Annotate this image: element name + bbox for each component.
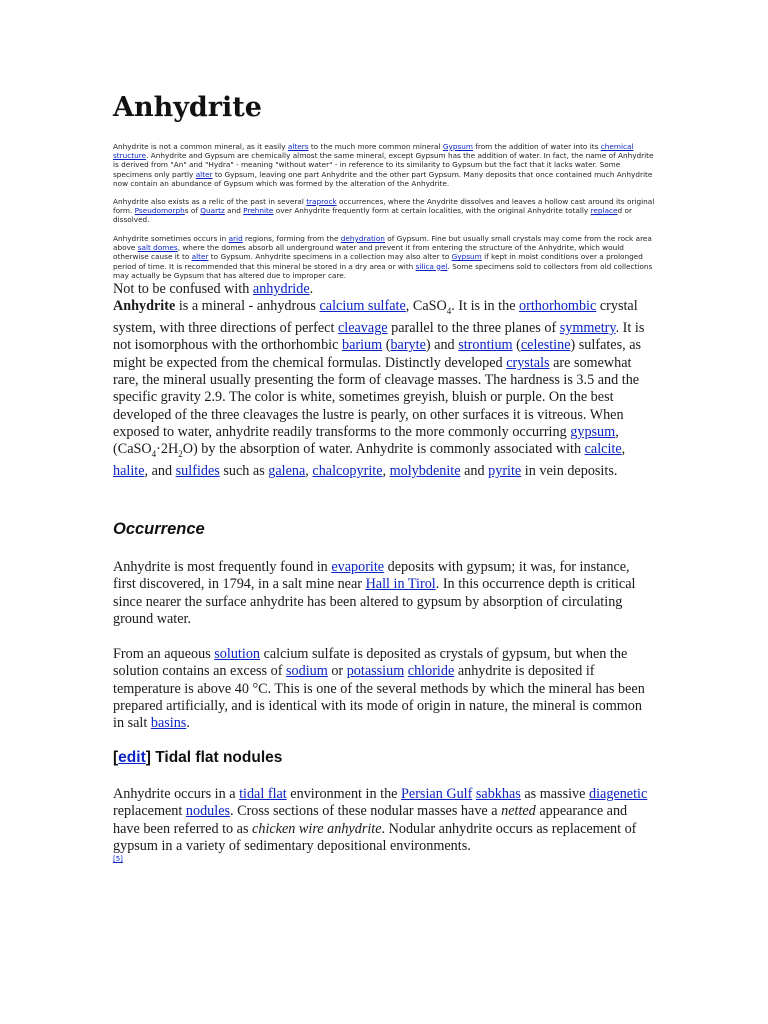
text-run: ) and xyxy=(425,337,459,354)
inline-link[interactable]: potassium xyxy=(346,663,405,680)
text-run: s of xyxy=(184,206,201,216)
text-run: netted xyxy=(501,803,536,820)
inline-link[interactable]: alters xyxy=(287,142,309,151)
intro-paragraph-3 xyxy=(113,234,658,280)
text-run: , xyxy=(621,441,626,458)
inline-link[interactable]: anhydride xyxy=(252,281,310,297)
inline-link[interactable]: galena xyxy=(268,463,306,480)
inline-link[interactable]: basins xyxy=(150,715,187,732)
text-run: , where the domes absorb all underground water and prevent it from entering the structure of the Anhydrite, which would otherwise cause it to xyxy=(113,243,624,262)
text-run: and xyxy=(224,206,244,216)
text-run: replacement xyxy=(113,803,186,820)
text-run: , (CaSO xyxy=(113,423,619,458)
inline-link[interactable]: molybdenite xyxy=(389,463,461,480)
tidal-heading-text: Tidal flat nodules xyxy=(150,749,283,766)
text-run: to Gypsum, leaving one part Anhydrite and the other part Gypsum. Many deposits that once contained much Anhydrite now contain an abundance of Gypsum which was formed by the alteration of the Anhydrite. xyxy=(113,169,653,188)
text-run: deposits with gypsum; it was, for instance, first discovered, in 1794, in a salt mine near xyxy=(113,559,630,593)
text-run: , xyxy=(382,463,390,480)
text-run: Anhydrite is not a common mineral, as it easily xyxy=(113,142,288,151)
inline-link[interactable]: sulfides xyxy=(175,463,220,480)
inline-link[interactable]: Hall in Tirol xyxy=(365,576,436,593)
text-run: appearance and have been referred to as xyxy=(113,803,628,837)
disambiguation-note xyxy=(113,281,653,298)
text-run: . Cross sections of these nodular masses have a xyxy=(230,803,502,820)
text-run: chicken wire anhydrite xyxy=(252,820,382,837)
inline-link[interactable]: Persian Gulf xyxy=(401,786,473,802)
text-run: occurrences, where the Anydrite dissolves and leaves a hollow cast around its original form. xyxy=(113,197,655,216)
text-run: crystal system, with three directions of perfect xyxy=(113,298,638,337)
text-run: . xyxy=(186,715,190,732)
inline-link[interactable]: Quartz xyxy=(200,206,225,216)
inline-link[interactable]: replace xyxy=(590,206,618,216)
inline-link[interactable]: alter xyxy=(191,252,209,262)
text-run: in vein deposits. xyxy=(521,463,618,480)
text-run: d or dissolved. xyxy=(113,206,632,225)
text-run: ( xyxy=(512,337,521,354)
text-run: or xyxy=(327,663,347,680)
text-run: as massive xyxy=(520,786,589,802)
text-run: . Some specimens sold to collectors from old collections may actually be Gypsum that has altered due to improper care. xyxy=(113,261,653,280)
text-run: ) sulfates, as might be expected from the chemical formulas. Distinctly developed xyxy=(113,337,642,371)
inline-link[interactable]: halite xyxy=(113,463,145,480)
text-run: Anhydrite xyxy=(113,298,176,314)
inline-link[interactable]: pyrite xyxy=(488,463,522,480)
text-run: environment in the xyxy=(286,786,402,802)
text-run: . Anhydrite and Gypsum are chemically almost the same mineral, except Gypsum has the addition of water. In fact, the name of Anhydrite is derived from "An" and "Hydra" - meaning "without water" - in reference to its similarity to Gypsum but the fact that it lacks water. Some specimens only partly xyxy=(113,151,654,179)
inline-link[interactable]: evaporite xyxy=(331,559,385,575)
page-title: Anhydrite xyxy=(113,92,262,123)
occurrence-paragraph-1 xyxy=(113,559,653,628)
inline-link[interactable]: celestine xyxy=(520,337,571,354)
edit-link[interactable]: edit xyxy=(118,749,146,766)
edit-bracket-close: ] xyxy=(145,749,151,766)
inline-link[interactable]: cleavage xyxy=(337,320,388,337)
text-run: . Nodular anhydrite occurs as replacement of gypsum in a variety of sedimentary depositional environments. xyxy=(113,820,637,854)
inline-link[interactable]: Pseudomorph xyxy=(134,206,185,216)
text-run: Anhydrite sometimes occurs in xyxy=(113,234,229,243)
inline-link[interactable]: silica gel xyxy=(415,261,448,271)
inline-link[interactable]: crystals xyxy=(506,354,550,371)
text-run: Anhydrite also exists as a relic of the past in several xyxy=(113,197,307,206)
intro-paragraph-1 xyxy=(113,142,658,188)
tidal-flat-heading xyxy=(113,749,282,767)
inline-link[interactable]: arid xyxy=(228,234,243,243)
inline-link[interactable]: Gypsum xyxy=(442,142,473,151)
text-run: Not to be confused with xyxy=(113,281,253,297)
inline-link[interactable]: gypsum xyxy=(570,423,616,440)
text-run: . It is not isomorphous with the orthorhombic xyxy=(113,320,645,354)
text-run: From an aqueous xyxy=(113,646,215,662)
inline-link[interactable]: chalcopyrite xyxy=(312,463,383,480)
inline-link[interactable]: traprock xyxy=(306,197,337,206)
edit-bracket-open: [ xyxy=(113,749,119,766)
text-run: parallel to the three planes of xyxy=(387,320,560,337)
inline-link[interactable]: barium xyxy=(341,337,383,354)
text-run: . In this occurrence depth is critical since nearer the surface anhydrite has been altered to gypsum by absorption of circulating ground water. xyxy=(113,576,636,627)
inline-link[interactable]: sabkhas xyxy=(475,786,521,802)
inline-link[interactable]: orthorhombic xyxy=(519,298,597,314)
text-run: of Gypsum. Fine but usually small crystals may come from the rock area above xyxy=(113,234,652,253)
inline-link[interactable]: chloride xyxy=(407,663,455,680)
inline-link[interactable]: chemical structure xyxy=(113,142,634,161)
text-run: over Anhydrite frequently form at certain localities, with the original Anhydrite totally xyxy=(273,206,591,216)
inline-link[interactable]: alter xyxy=(195,169,213,179)
inline-link[interactable]: tidal flat xyxy=(239,786,287,802)
inline-link[interactable]: symmetry xyxy=(559,320,616,337)
text-run: are somewhat rare, the mineral usually presenting the form of cleavage masses. The hardness is 3.5 and the specific gravity 2.9. The color is white, sometimes greyish, bluish or purple. On the best developed of the three cleavages the lustre is pearly, on other surfaces it is vitreous. When exposed to water, anhydrite readily transforms to the more commonly occurring xyxy=(113,354,640,440)
occurrence-paragraph-2 xyxy=(113,646,653,732)
text-run: to Gypsum. Anhydrite specimens in a collection may also alter to xyxy=(208,252,452,262)
inline-link[interactable]: baryte xyxy=(390,337,426,354)
text-run: Anhydrite occurs in a xyxy=(113,786,240,802)
text-run: and xyxy=(460,463,489,480)
occurrence-heading: Occurrence xyxy=(113,520,205,538)
inline-link[interactable]: strontium xyxy=(458,337,513,354)
text-run: ·2H xyxy=(156,441,179,458)
inline-link[interactable]: calcium sulfate xyxy=(319,298,406,314)
text-run: ( xyxy=(382,337,391,354)
text-run: to the much more common mineral xyxy=(308,142,443,151)
text-run: regions, forming from the xyxy=(242,234,341,243)
text-run: if kept in moist conditions over a prolonged period of time. It is recommended that this mineral be stored in a dry area or with xyxy=(113,252,643,271)
text-run: . xyxy=(309,281,314,297)
intro-paragraph-2 xyxy=(113,197,658,225)
inline-link[interactable]: Gypsum xyxy=(451,252,482,262)
text-run: O) by the absorption of water. Anhydrite is commonly associated with xyxy=(182,441,585,458)
text-run: Anhydrite is most frequently found in xyxy=(113,559,332,575)
text-run: such as xyxy=(219,463,269,480)
text-run: 4 xyxy=(151,449,157,460)
text-run: from the addition of water into its xyxy=(472,142,601,151)
inline-link[interactable]: dehydration xyxy=(340,234,385,243)
text-run: 4 xyxy=(446,305,452,316)
inline-link[interactable]: sodium xyxy=(285,663,328,680)
inline-link[interactable]: salt domes xyxy=(137,243,178,253)
inline-link[interactable]: diagenetic xyxy=(588,786,648,802)
text-run: , and xyxy=(144,463,176,480)
text-run: 2 xyxy=(178,449,183,460)
inline-link[interactable]: Prehnite xyxy=(243,206,274,216)
inline-link[interactable]: nodules xyxy=(185,803,231,820)
text-run: anhydrite is deposited if temperature is above 40 °C. This is one of the several methods by which the mineral has been prepared artificially, and is identical with its mode of origin in nature, the mineral is common in salt xyxy=(113,663,645,732)
main-paragraph xyxy=(113,298,653,481)
text-run: is a mineral - anhydrous xyxy=(175,298,320,314)
text-run: . It is in the xyxy=(451,298,520,314)
text-run: , xyxy=(305,463,313,480)
reference-link[interactable]: [5] xyxy=(113,855,123,863)
inline-link[interactable]: solution xyxy=(214,646,261,662)
text-run: , CaSO xyxy=(405,298,447,314)
tidal-paragraph xyxy=(113,786,653,855)
text-run: calcium sulfate is deposited as crystals of gypsum, but when the solution contains an excess of xyxy=(113,646,628,680)
inline-link[interactable]: calcite xyxy=(584,441,622,458)
